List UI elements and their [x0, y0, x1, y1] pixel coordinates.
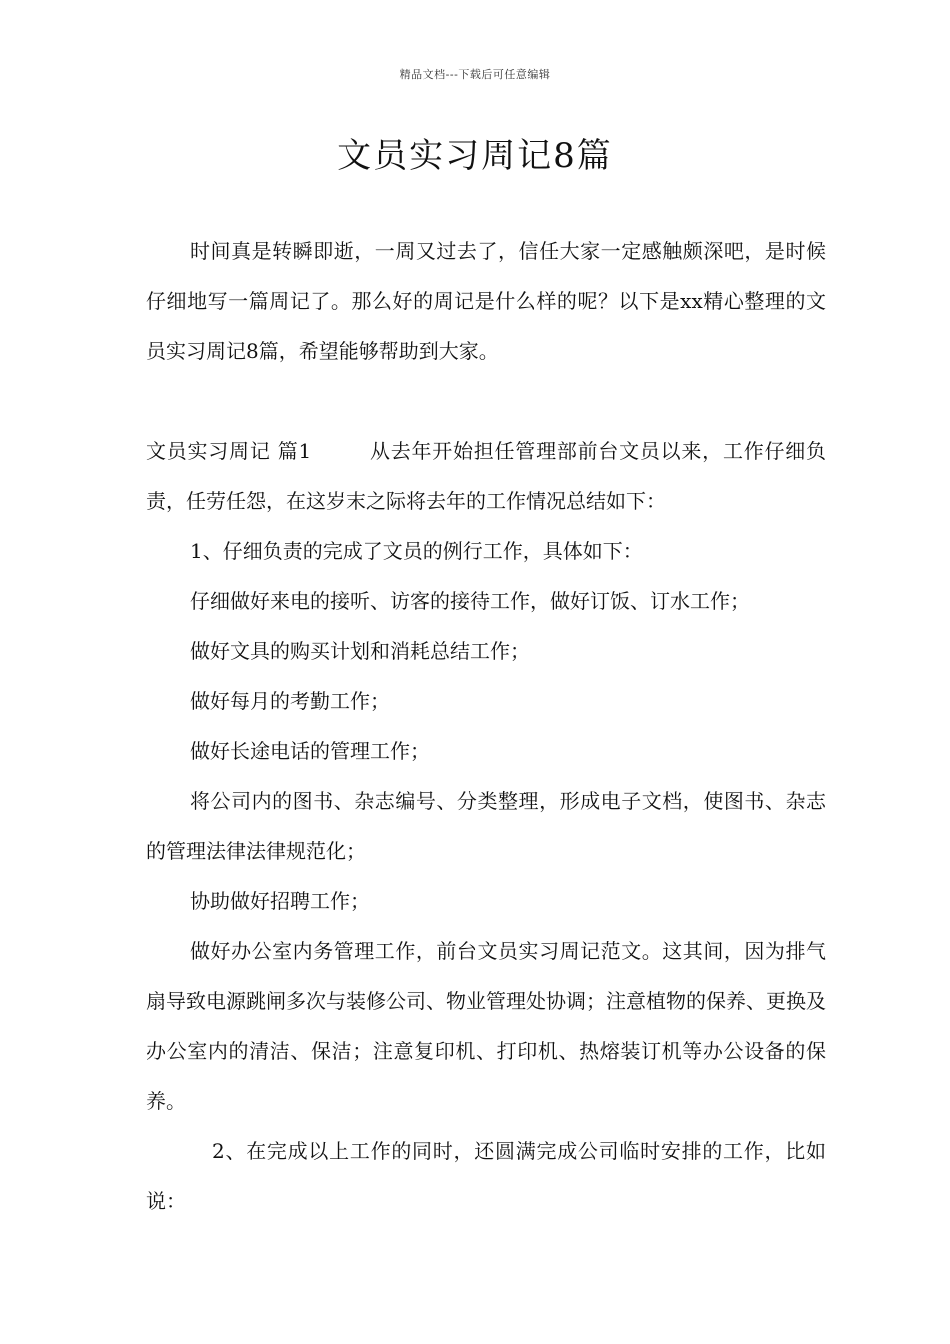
duty-line-4: 做好长途电话的管理工作；	[190, 739, 430, 763]
section-1-heading: 文员实习周记 篇1	[146, 439, 312, 463]
duty-line-6: 协助做好招聘工作；	[190, 889, 370, 913]
item-1: 1、仔细负责的完成了文员的例行工作，具体如下：	[190, 539, 643, 563]
duty-line-3: 做好每月的考勤工作；	[190, 689, 390, 713]
duty-line-2: 做好文具的购买计划和消耗总结工作；	[190, 639, 530, 663]
duty-line-5: 将公司内的图书、杂志编号、分类整理，形成电子文档，使图书、杂志的管理法律法律规范化；	[146, 789, 826, 863]
intro-paragraph: 时间真是转瞬即逝，一周又过去了，信任大家一定感触颇深吧，是时候仔细地写一篇周记了。那么好的周记是什么样的呢？以下是xx精心整理的文员实习周记8篇，希望能够帮助到大家。	[146, 239, 826, 363]
header-note: 精品文档---下载后可任意编辑	[399, 68, 551, 81]
duty-line-1: 仔细做好来电的接听、访客的接待工作，做好订饭、订水工作；	[190, 589, 750, 613]
document-title: 文员实习周记8篇	[337, 136, 613, 176]
section-1-opening	[146, 426, 826, 526]
item-2: 2、在完成以上工作的同时，还圆满完成公司临时安排的工作，比如说：	[146, 1139, 826, 1213]
section-1-lead: 从去年开始担任管理部前台文员以来，工作仔细负责，任劳任怨，在这岁末之际将去年的工作情况总结如下：	[146, 439, 827, 513]
section-1	[146, 426, 826, 1226]
duty-line-7: 做好办公室内务管理工作，前台文员实习周记范文。这其间，因为排气扇导致电源跳闸多次与装修公司、物业管理处协调；注意植物的保养、更换及办公室内的清洁、保洁；注意复印机、打印机、热熔装订机等办公设备的保养。	[146, 939, 826, 1113]
